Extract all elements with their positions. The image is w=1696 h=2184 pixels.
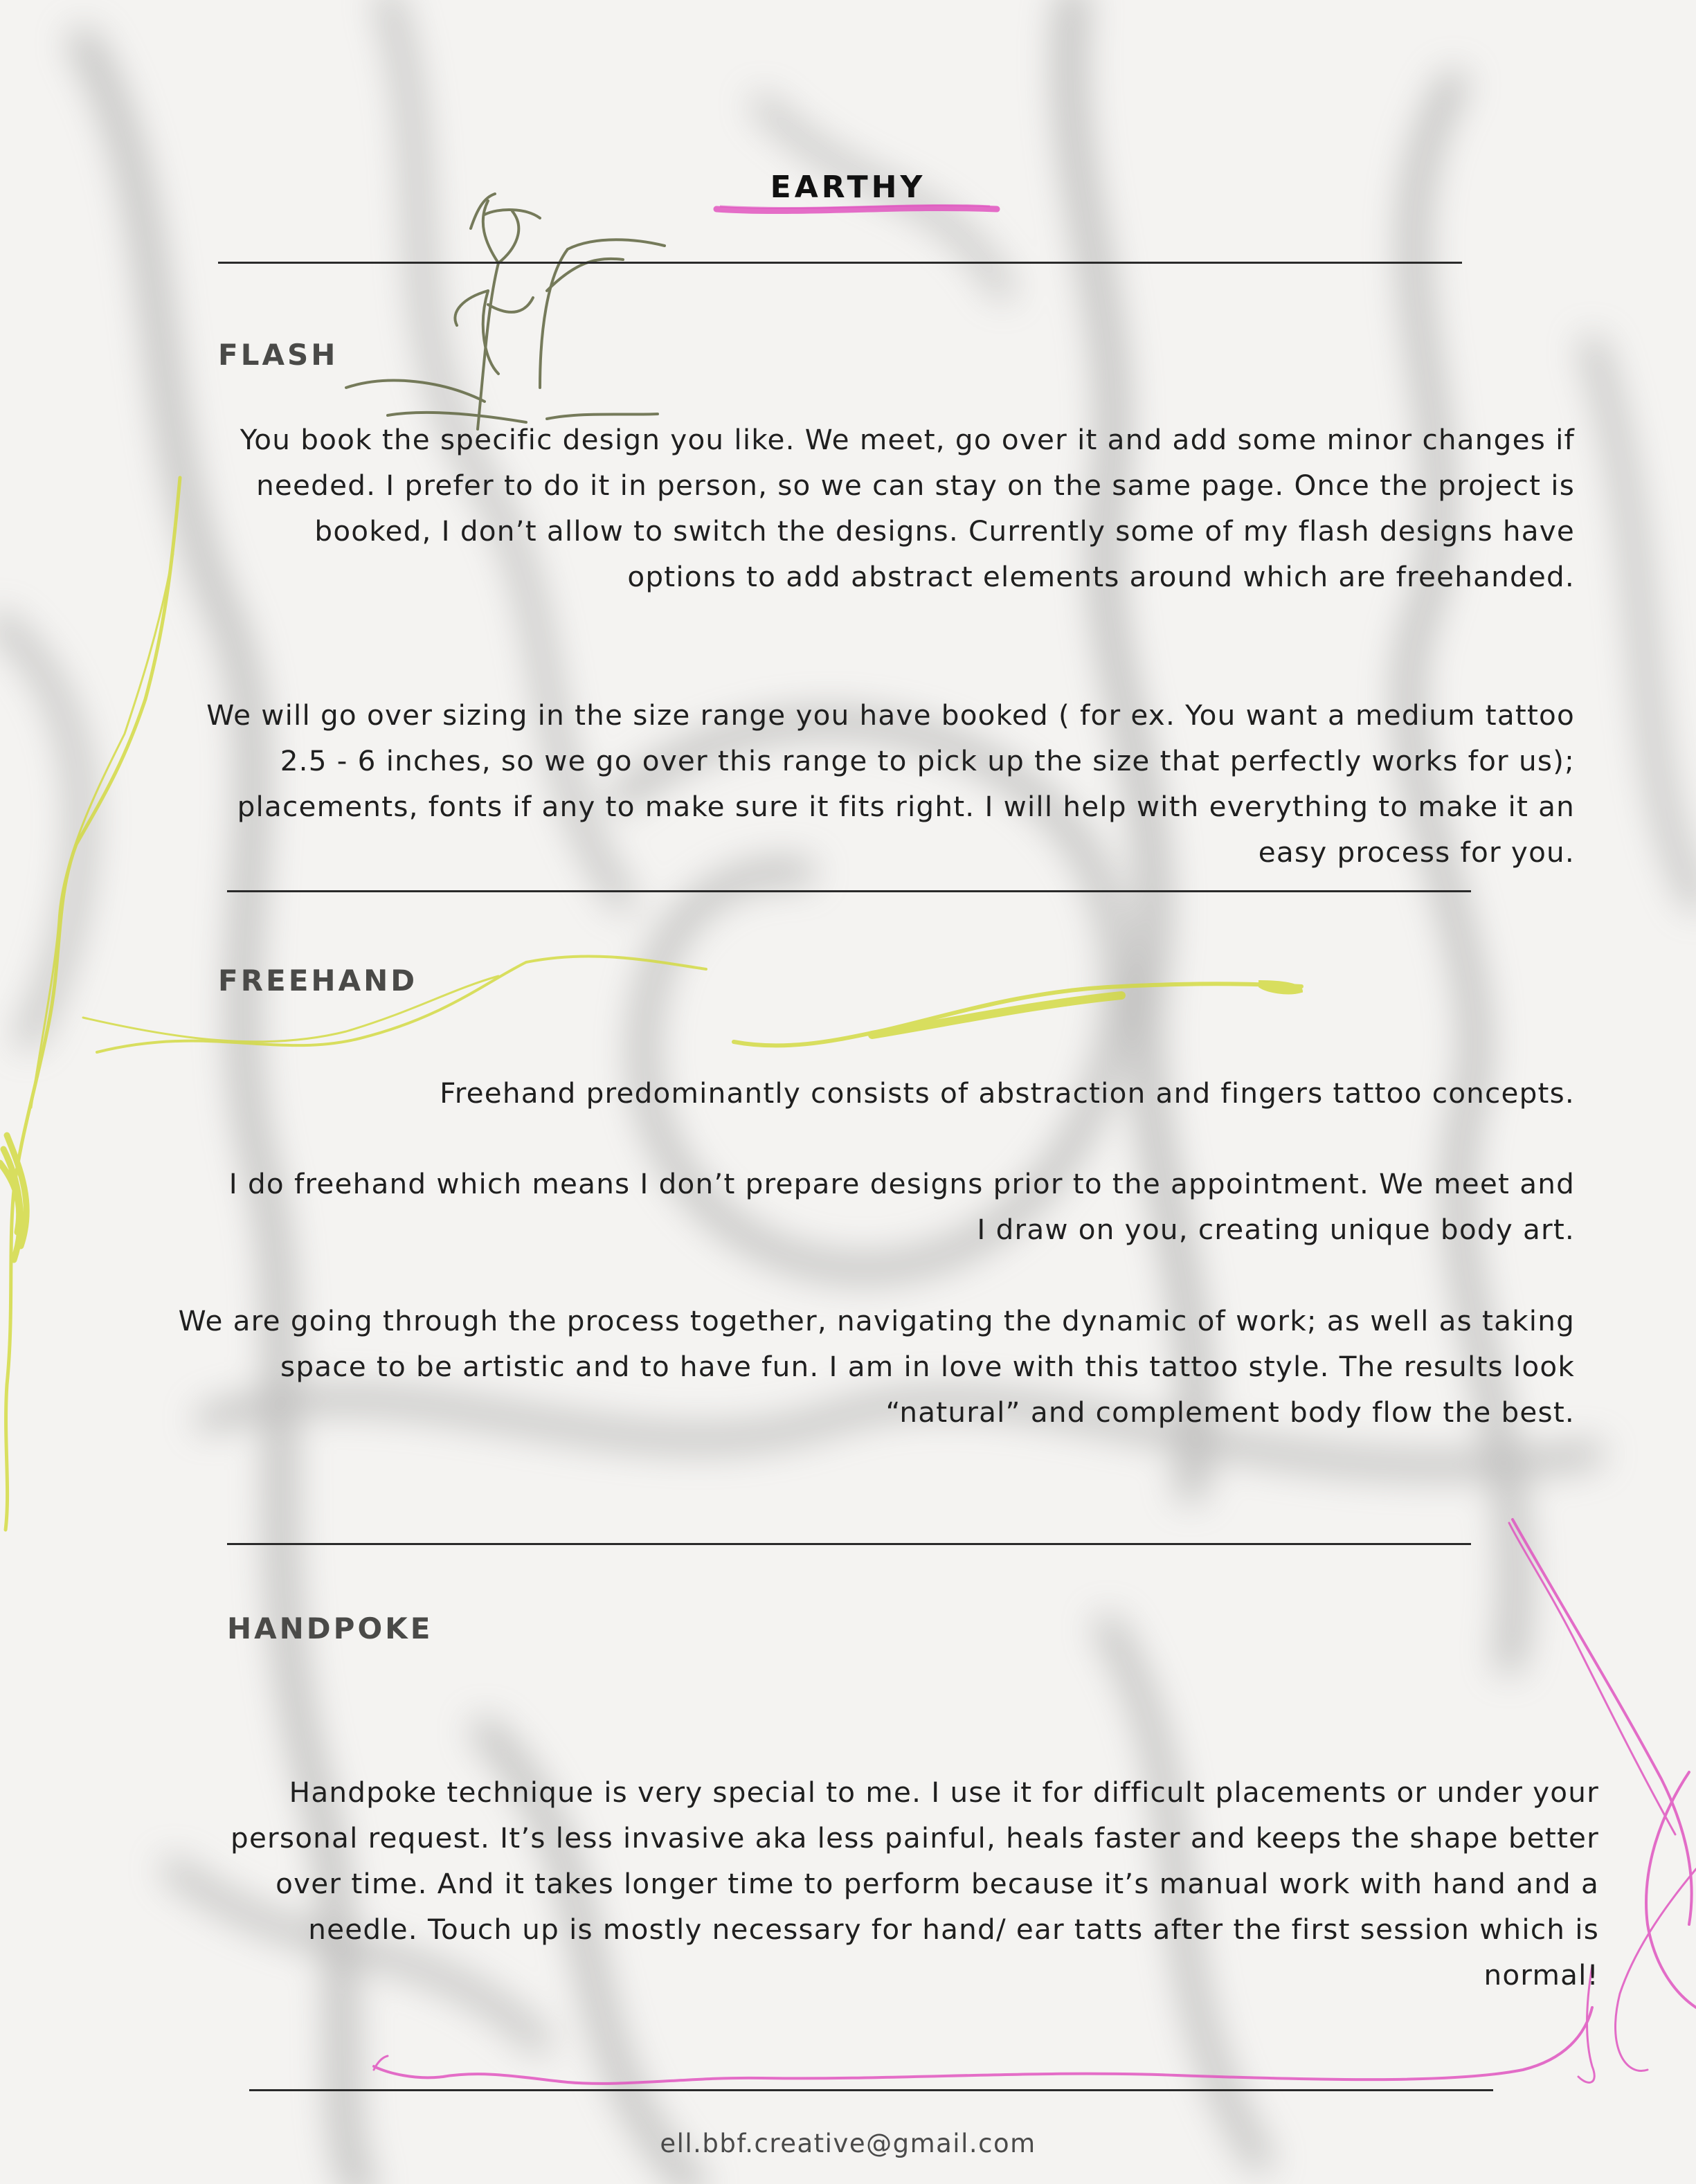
section-divider-freehand bbox=[227, 1543, 1471, 1545]
flash-paragraph-2: We will go over sizing in the size range you have booked ( for ex. You want a medium tattoo 2.5 - 6 inches, so we go over this range to pick up the size that perfectly works for us); placements, fonts if any to make sure it fits right. I will help with everything to make it an easy process for you. bbox=[206, 698, 1575, 869]
section-divider-top bbox=[218, 262, 1462, 264]
freehand-paragraph-3: We are going through the process together, navigating the dynamic of work; as well as taking space to be artistic and to have fun. I am in love with this tattoo style. The results look “natural” and complement body flow the best. bbox=[178, 1304, 1575, 1429]
section-divider-flash bbox=[227, 890, 1471, 892]
handpoke-paragraph-1: Handpoke technique is very special to me. I use it for difficult placements or under your personal request. It’s less invasive aka less painful, heals faster and keeps the shape better over time. And it takes longer time to perform because it’s manual work with hand and a needle. Touch up is mostly necessary for hand/ ear tatts after the first session which is normal! bbox=[231, 1776, 1599, 1992]
section-heading-flash: FLASH bbox=[218, 338, 339, 372]
freehand-paragraph-1: Freehand predominantly consists of abstraction and fingers tattoo concepts. bbox=[440, 1076, 1575, 1110]
freehand-paragraph-2: I do freehand which means I don’t prepare designs prior to the appointment. We meet and I draw on you, creating unique body art. bbox=[228, 1167, 1575, 1246]
page-title: EARTHY bbox=[770, 170, 926, 205]
section-divider-bottom bbox=[249, 2089, 1493, 2091]
section-heading-handpoke: HANDPOKE bbox=[227, 1612, 433, 1645]
footer-email[interactable]: ell.bbf.creative@gmail.com bbox=[660, 2129, 1036, 2158]
flash-paragraph-1: You book the specific design you like. We meet, go over it and add some minor changes if needed. I prefer to do it in person, so we can stay on the same page. Once the project is booked, I don’t allow to switch the designs. Currently some of my flash designs have options to add abstract elements around which are freehanded. bbox=[240, 423, 1575, 593]
section-heading-freehand: FREEHAND bbox=[218, 964, 418, 998]
